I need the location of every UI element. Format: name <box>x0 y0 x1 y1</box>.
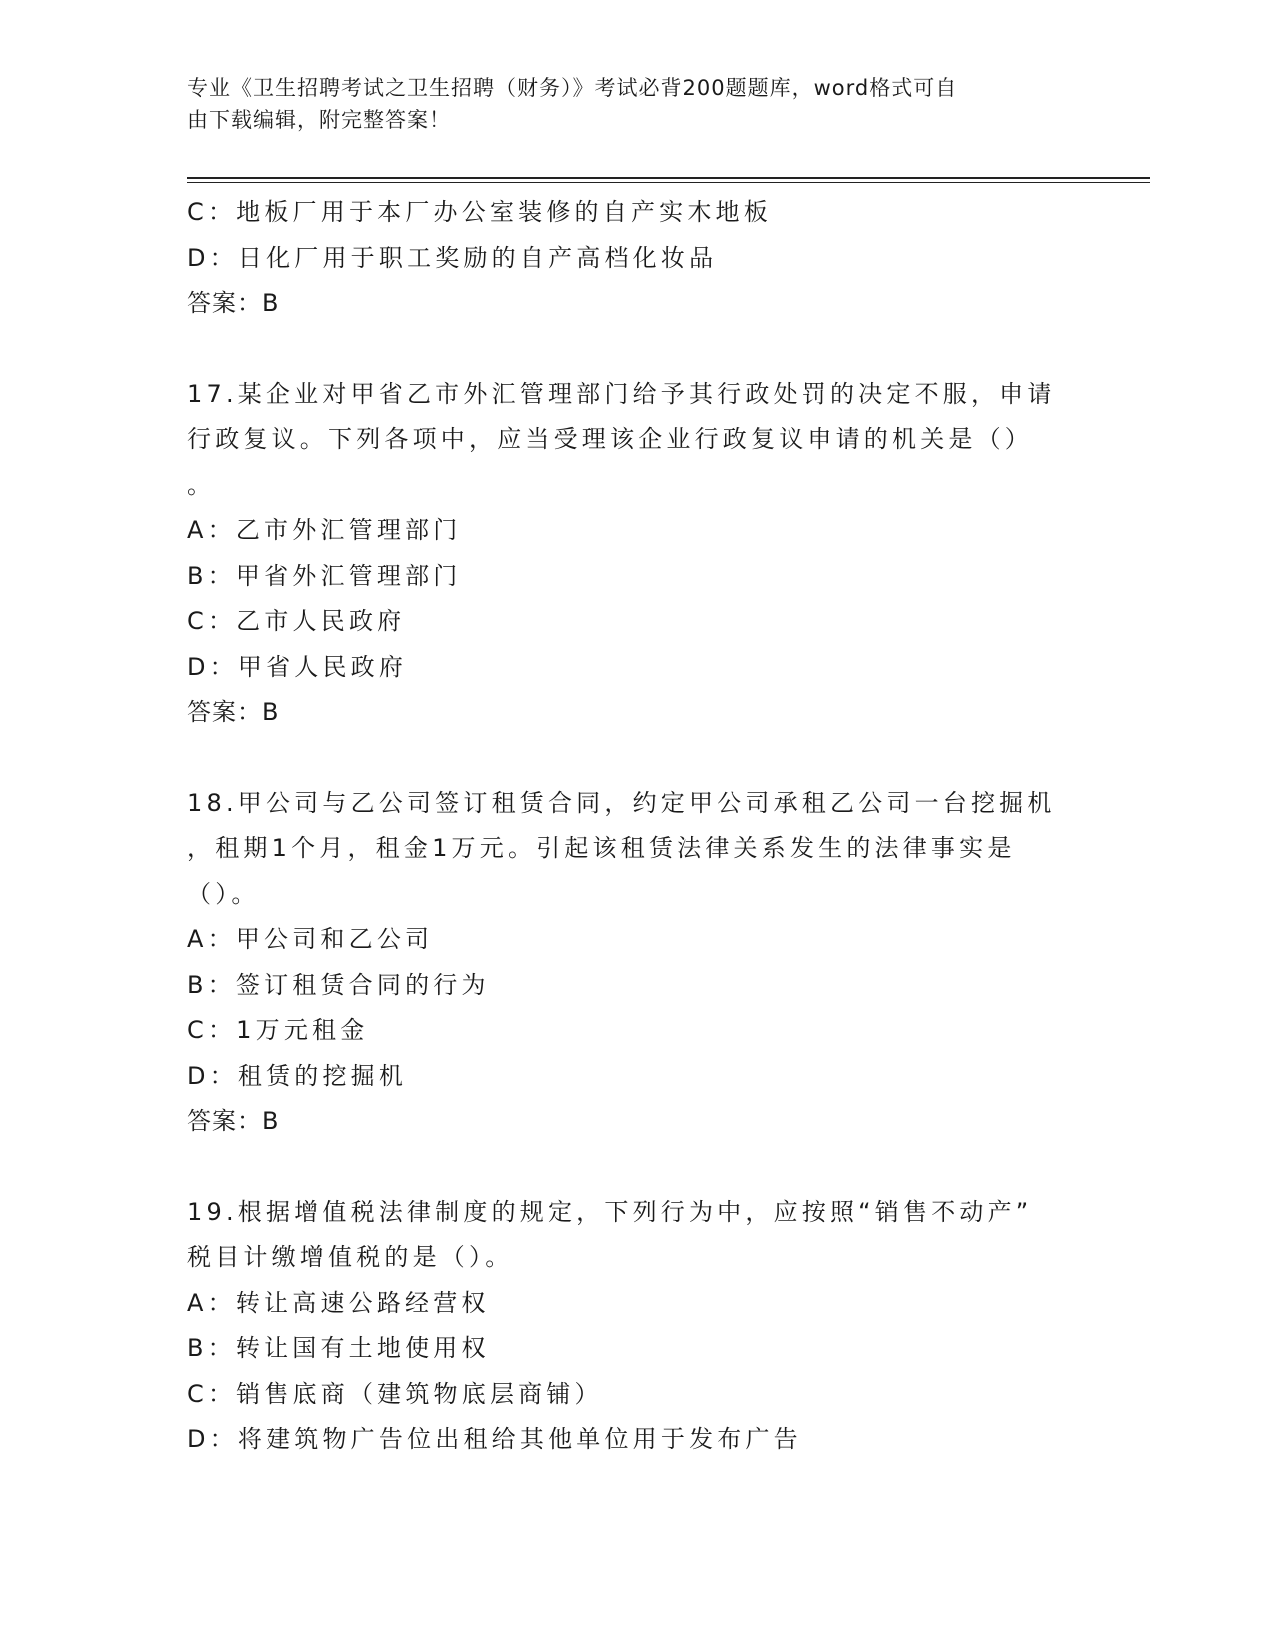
question-19 <box>187 1190 1087 1463</box>
question-stem-line: ，租期1个月，租金1万元。引起该租赁法律关系发生的法律事实是 <box>187 834 1016 862</box>
document-header <box>187 72 1067 136</box>
question-stem-line: 19.根据增值税法律制度的规定，下列行为中，应按照“销售不动产” <box>187 1197 1033 1226</box>
answer-line: 答案：B <box>187 698 280 726</box>
option-a: A：甲公司和乙公司 <box>187 925 434 953</box>
option-c: C：1万元租金 <box>187 1016 369 1044</box>
header-divider-thin <box>187 182 1150 183</box>
header-line-1: 专业《卫生招聘考试之卫生招聘（财务）》考试必背200题题库，word格式可自 <box>187 76 958 100</box>
answer-line: 答案：B <box>187 1107 280 1135</box>
answer-line: 答案：B <box>187 289 280 317</box>
question-stem-line: 。 <box>187 470 216 499</box>
question-stem-line: 行政复议。下列各项中，应当受理该企业行政复议申请的机关是（） <box>187 425 1033 453</box>
question-16-tail <box>187 190 1087 327</box>
option-d: D：租赁的挖掘机 <box>187 1061 408 1090</box>
header-line-2: 由下载编辑，附完整答案！ <box>187 108 451 132</box>
question-stem-line: 税目计缴增值税的是（）。 <box>187 1243 514 1271</box>
option-d: D：甲省人民政府 <box>187 652 408 681</box>
question-content <box>187 190 1087 1463</box>
option-a: A：乙市外汇管理部门 <box>187 516 462 544</box>
question-stem-line: 18.甲公司与乙公司签订租赁合同，约定甲公司承租乙公司一台挖掘机 <box>187 788 1056 817</box>
question-stem-line: （）。 <box>187 879 260 908</box>
option-a: A：转让高速公路经营权 <box>187 1288 490 1317</box>
question-17 <box>187 372 1087 736</box>
option-d: D：将建筑物广告位出租给其他单位用于发布广告 <box>187 1425 802 1453</box>
option-c: C：乙市人民政府 <box>187 607 406 635</box>
header-divider-thick <box>187 177 1150 179</box>
option-c: C：销售底商（建筑物底层商铺） <box>187 1379 603 1408</box>
option-c: C：地板厂用于本厂办公室装修的自产实木地板 <box>187 198 772 226</box>
option-b: B：甲省外汇管理部门 <box>187 561 462 590</box>
question-18 <box>187 781 1087 1145</box>
option-d: D：日化厂用于职工奖励的自产高档化妆品 <box>187 243 718 272</box>
option-b: B：转让国有土地使用权 <box>187 1334 490 1362</box>
question-stem-line: 17.某企业对甲省乙市外汇管理部门给予其行政处罚的决定不服，申请 <box>187 379 1056 408</box>
option-b: B：签订租赁合同的行为 <box>187 970 490 999</box>
